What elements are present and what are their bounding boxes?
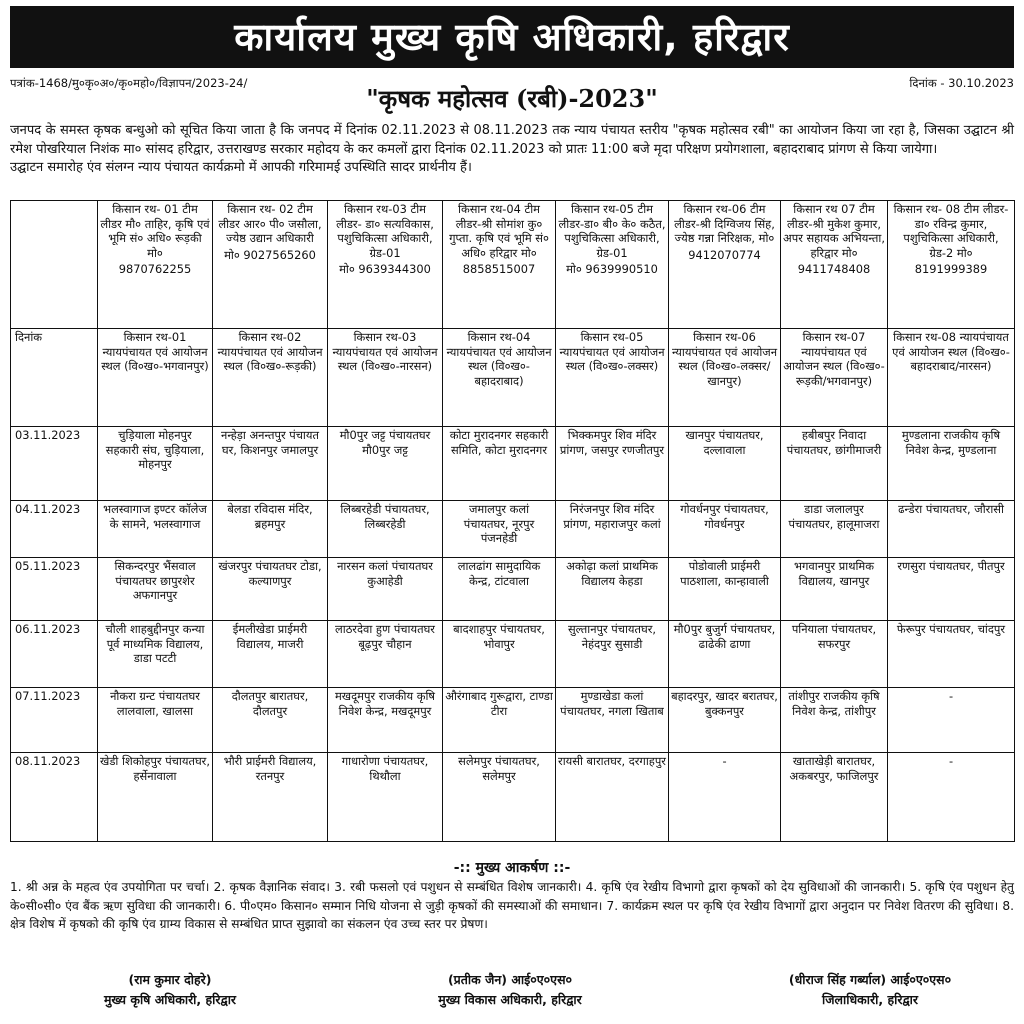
- venue-cell: मौ0पुर जट्ट पंचायतघर मौ0पुर जट्ट: [328, 427, 443, 501]
- venue-header-cell: किसान रथ-06 न्यायपंचायत एवं आयोजन स्थल (वि०ख०-लक्सर/खानपुर): [669, 329, 781, 427]
- reference-number: पत्रांक-1468/मु०कृ०अ०/कृ०महो०/विज्ञापन/2023-24/: [10, 76, 248, 90]
- team-leader-cell: [328, 201, 443, 329]
- team-leader-text: किसान रथ- 08 टीम लीडर-डा० रविन्द्र कुमार, पशुचिकित्सा अधिकारी, ग्रेड-2 मो०: [893, 202, 1009, 260]
- signature-block: [740, 970, 1000, 1010]
- mobile-number: 8858515007: [462, 262, 536, 276]
- attractions-title: -:: मुख्य आकर्षण ::-: [453, 860, 571, 876]
- venue-header-cell: किसान रथ-05 न्यायपंचायत एवं आयोजन स्थल (वि०ख०-लक्सर): [556, 329, 669, 427]
- intro-paragraph: उद्घाटन समारोह एंव संलग्न न्याय पंचायत कार्यक्रमो में आपकी गरिमामई उपस्थिति सादर प्रार्थनीय हैं।: [10, 160, 472, 175]
- team-leader-text: किसान रथ- 01 टीम लीडर मौ० ताहिर, कृषि एवं भूमि सं० अधि० रूड़की मो०: [100, 202, 210, 260]
- signatory-name: (प्रतीक जैन) आई०ए०एस०: [447, 972, 573, 987]
- blank-cell: [11, 201, 98, 329]
- venue-cell: चौली शाहबुद्दीनपुर कन्या पूर्व माध्यमिक विद्यालय, डाडा पटटी: [98, 621, 213, 688]
- venue-header-cell: किसान रथ-04 न्यायपंचायत एवं आयोजन स्थल (वि०ख०-बहादराबाद): [443, 329, 556, 427]
- venue-cell: भलस्वागाज इण्टर कॉलेज के सामने, भलस्वागाज: [98, 501, 213, 558]
- team-leader-cell: [213, 201, 328, 329]
- team-leader-cell: [98, 201, 213, 329]
- venue-cell: अकोढ़ा कलां प्राथमिक विद्यालय केहडा: [556, 558, 669, 621]
- team-leader-cell: [556, 201, 669, 329]
- date-cell: 04.11.2023: [11, 501, 98, 558]
- team-leader-text: किसान रथ-03 टीम लीडर- डा० सत्यविकास, पशुचिकित्सा अधिकारी, ग्रेड-01: [336, 202, 434, 260]
- office-title-banner: कार्यालय मुख्य कृषि अधिकारी, हरिद्वार: [10, 6, 1014, 68]
- date-cell: 08.11.2023: [11, 753, 98, 842]
- signature-block: [60, 970, 280, 1010]
- venue-cell: सलेमपुर पंचायतघर, सलेमपुर: [443, 753, 556, 842]
- team-leader-cell: [781, 201, 888, 329]
- venue-cell: पोडोवाली प्राईमरी पाठशाला, कान्हावाली: [669, 558, 781, 621]
- mobile-number: 8191999389: [914, 262, 988, 276]
- venue-cell: -: [888, 753, 1015, 842]
- team-leader-cell: [888, 201, 1015, 329]
- mobile-number: 9870762255: [118, 262, 192, 276]
- venue-cell: मौ0पुर बुजुर्ग पंचायतघर, ढाढेकी ढाणा: [669, 621, 781, 688]
- venue-cell: नौकरा ग्रन्ट पंचायतघर लालवाला, खालसा: [98, 688, 213, 753]
- venue-cell: गोवर्धनपुर पंचायतघर, गोवर्धनपुर: [669, 501, 781, 558]
- mobile-number: मो० 9639344300: [339, 262, 431, 276]
- venue-cell: मुण्डाखेडा कलां पंचायतघर, नगला खिताब: [556, 688, 669, 753]
- table-row: [11, 501, 1015, 558]
- date-cell: 03.11.2023: [11, 427, 98, 501]
- signatory-title: मुख्य विकास अधिकारी, हरिद्वार: [438, 992, 582, 1007]
- venue-cell: निरंजनपुर शिव मंदिर प्रांगण, महाराजपुर कलां: [556, 501, 669, 558]
- venue-cell: डाडा जलालपुर पंचायतघर, हालूमाजरा: [781, 501, 888, 558]
- venue-header-cell: किसान रथ-02 न्यायपंचायत एवं आयोजन स्थल (वि०ख०-रूड़की): [213, 329, 328, 427]
- team-header-row: [11, 201, 1015, 329]
- venue-cell: मखदूमपुर राजकीय कृषि निवेश केन्द्र, मखदूमपुर: [328, 688, 443, 753]
- venue-cell: खाताखेड़ी बारातघर, अकबरपुर, फाजिलपुर: [781, 753, 888, 842]
- venue-cell: चुड़ियाला मोहनपुर सहकारी संघ, चुड़ियाला, मोहनपुर: [98, 427, 213, 501]
- mobile-number: मो० 9027565260: [224, 247, 316, 262]
- table-row: [11, 621, 1015, 688]
- intro-text: [10, 122, 1014, 178]
- venue-cell: औरंगाबाद गुरूद्वारा, टाण्डा टीरा: [443, 688, 556, 753]
- mobile-number: 9411748408: [797, 262, 871, 276]
- venue-header-cell: किसान रथ-01 न्यायपंचायत एवं आयोजन स्थल (वि०ख०-भगवानपुर): [98, 329, 213, 427]
- venue-cell: भिक्कमपुर शिव मंदिर प्रांगण, जसपुर रणजीतपुर: [556, 427, 669, 501]
- venue-cell: भौरी प्राईमरी विद्यालय, रतनपुर: [213, 753, 328, 842]
- team-leader-text: किसान रथ- 02 टीम लीडर आर० पी० जसौला, ज्येष्ठ उद्यान अधिकारी: [218, 202, 322, 245]
- venue-cell: पनियाला पंचायतघर, सफरपुर: [781, 621, 888, 688]
- venue-header-cell: किसान रथ-07 न्यायपंचायत एवं आयोजन स्थल (वि०ख०-रूड़की/भगवानपुर): [781, 329, 888, 427]
- venue-cell: रायसी बारातघर, दरगाहपुर: [556, 753, 669, 842]
- venue-cell: बहादरपुर, खादर बरातघर, बुक्कनपुर: [669, 688, 781, 753]
- signature-block: [370, 970, 650, 1010]
- mobile-number: मो० 9639990510: [566, 262, 658, 276]
- location-header-row: [11, 329, 1015, 427]
- venue-cell: खंजरपुर पंचायतघर टोडा, कल्याणपुर: [213, 558, 328, 621]
- venue-cell: नन्हेड़ा अनन्तपुर पंचायत घर, किशनपुर जमालपुर: [213, 427, 328, 501]
- mobile-number: 9412070774: [688, 247, 761, 262]
- venue-cell: लिब्बरहेडी पंचायतघर, लिब्बरहेडी: [328, 501, 443, 558]
- team-leader-cell: [443, 201, 556, 329]
- venue-cell: लालढांग सामुदायिक केन्द्र, टांटवाला: [443, 558, 556, 621]
- table-row: [11, 427, 1015, 501]
- venue-cell: -: [888, 688, 1015, 753]
- venue-cell: हबीबपुर निवादा पंचायतघर, छांगीमाजरी: [781, 427, 888, 501]
- venue-cell: सिकन्दरपुर भैंसवाल पंचायतघर छापुरशेर अफगानपुर: [98, 558, 213, 621]
- venue-cell: खेडी शिकोहपुर पंचायतघर, हर्सेनावाला: [98, 753, 213, 842]
- venue-cell: गाधारोणा पंचायतघर, थिथौला: [328, 753, 443, 842]
- venue-cell: दौलतपुर बारातघर, दौलतपुर: [213, 688, 328, 753]
- table-row: [11, 753, 1015, 842]
- date-cell: 07.11.2023: [11, 688, 98, 753]
- schedule-table: [10, 200, 1015, 842]
- team-leader-text: किसान रथ-06 टीम लीडर-श्री दिग्विजय सिंह, ज्येष्ठ गन्ना निरिक्षक, मो०: [674, 202, 775, 245]
- team-leader-text: किसान रथ-04 टीम लीडर-श्री सोमांश कु० गुप्ता. कृषि एवं भूमि सं० अधि० हरिद्वार मो०: [449, 202, 549, 260]
- venue-cell: बादशाहपुर पंचायतघर, भोवापुर: [443, 621, 556, 688]
- intro-paragraph: जनपद के समस्त कृषक बन्धुओ को सूचित किया जाता है कि जनपद में दिनांक 02.11.2023 से 08.11.2023 तक न्याय पंचायत स्तरीय "कृषक महोत्सव रबी" का आयोजन किया जा रहा है, जिसका उद्घाटन श्री रमेश पोखरियाल निशंक मा० सांसद हरिद्वार, उत्तराखण्ड सरकार महोदय के कर कमलों द्वारा दिनांक 02.11.2023 को प्रातः 11:00 बजे मृदा परिक्षण प्रयोगशाला, बहादराबाद प्रांगण से किया जायेगा।: [10, 123, 1014, 157]
- signatory-title: जिलाधिकारी, हरिद्वार: [822, 992, 918, 1007]
- team-leader-text: किसान रथ 07 टीम लीडर-श्री मुकेश कुमार, अपर सहायक अभियन्ता, हरिद्वार मो०: [783, 202, 885, 260]
- venue-header-cell: किसान रथ-08 न्यायपंचायत एवं आयोजन स्थल (वि०ख०-बहादराबाद/नारसन): [888, 329, 1015, 427]
- event-title: "कृषक महोत्सव (रबी)-2023": [366, 84, 658, 113]
- venue-cell: नारसन कलां पंचायतघर कुआहेडी: [328, 558, 443, 621]
- venue-cell: फेरूपुर पंचायतघर, चांदपुर: [888, 621, 1015, 688]
- venue-header-cell: किसान रथ-03 न्यायपंचायत एवं आयोजन स्थल (वि०ख०-नारसन): [328, 329, 443, 427]
- venue-cell: रणसुरा पंचायतघर, पीतपुर: [888, 558, 1015, 621]
- date-cell: 06.11.2023: [11, 621, 98, 688]
- issue-date: दिनांक - 30.10.2023: [909, 76, 1014, 90]
- signatory-name: (धीराज सिंह गर्ब्याल) आई०ए०एस०: [788, 972, 952, 987]
- attractions-text: 1. श्री अन्न के महत्व एंव उपयोगिता पर चर्चा। 2. कृषक वैज्ञानिक संवाद। 3. रबी फसलो एवं पशुधन से सम्बंधित विशेष जानकारी। 4. कृषि एंव रेखीय विभागो द्वारा कृषकों को देय सुविधाओं की जानकारी। 5. कृषि एंव पशुधन हेतु के०सी०सी० एंव बैंक ऋण सुविधा की जानकारी। 6. पी०एम० किसान० सम्मान निधि योजना से जुड़ी कृषकों की समस्याओं की समाधान। 7. कार्यक्रम स्थल पर कृषि एंव रेखीय विभागों द्वारा अनुदान पर निवेश वितरण की सुविधा। 8. क्षेत्र विशेष में कृषको की कृषि एंव ग्राम्य विकास से सम्बंधित प्राप्त सुझावो का संकलन एंव उच्च स्तर पर प्रेषण।: [10, 880, 1014, 931]
- venue-cell: ढन्डेरा पंचायतघर, जौरासी: [888, 501, 1015, 558]
- venue-cell: मुण्डलाना राजकीय कृषि निवेश केन्द्र, मुण्डलाना: [888, 427, 1015, 501]
- team-leader-text: किसान रथ-05 टीम लीडर-डा० बी० के० कठैत, पशुचिकित्सा अधिकारी, ग्रेड-01: [558, 202, 666, 260]
- venue-cell: भगवानपुर प्राथमिक विद्यालय, खानपुर: [781, 558, 888, 621]
- venue-cell: सुल्तानपुर पंचायतघर, नेहंदपुर सुसाडी: [556, 621, 669, 688]
- venue-cell: जमालपुर कलां पंचायतघर, नूरपुर पंजनहेडी: [443, 501, 556, 558]
- venue-cell: ईमलीखेडा प्राईमरी विद्यालय, माजरी: [213, 621, 328, 688]
- signatory-title: मुख्य कृषि अधिकारी, हरिद्वार: [103, 992, 237, 1007]
- venue-cell: बेलडा रविदास मंदिर, ब्रहमपुर: [213, 501, 328, 558]
- venue-cell: कोटा मुरादनगर सहकारी समिति, कोटा मुरादनगर: [443, 427, 556, 501]
- team-leader-cell: [669, 201, 781, 329]
- venue-cell: खानपुर पंचायतघर, दल्लावाला: [669, 427, 781, 501]
- venue-cell: तांशीपुर राजकीय कृषि निवेश केन्द्र, तांशीपुर: [781, 688, 888, 753]
- venue-cell: -: [669, 753, 781, 842]
- signatory-name: (राम कुमार दोहरे): [128, 972, 212, 987]
- date-cell: 05.11.2023: [11, 558, 98, 621]
- venue-cell: लाठरदेवा हुण पंचायतघर बूढ़पुर चौहान: [328, 621, 443, 688]
- date-column-header: दिनांक: [11, 329, 98, 427]
- table-row: [11, 688, 1015, 753]
- table-row: [11, 558, 1015, 621]
